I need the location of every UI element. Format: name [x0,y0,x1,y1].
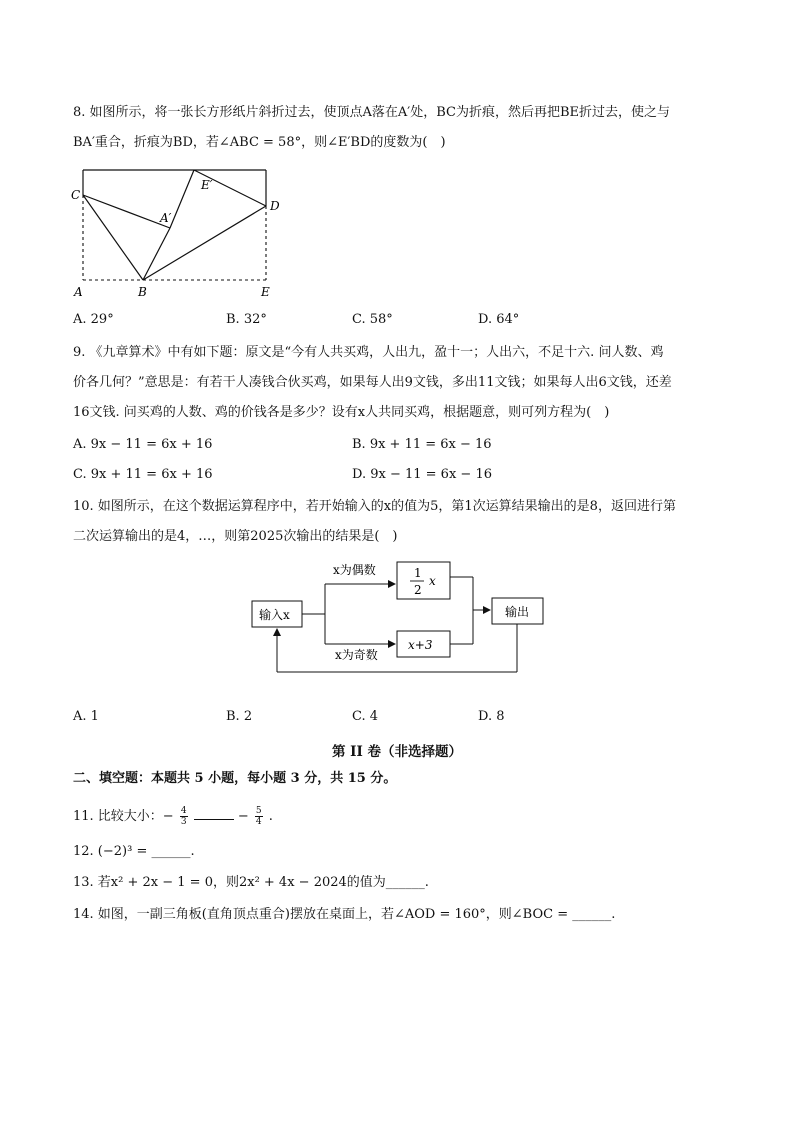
q12-line: 12. (−2)³ = ______. [73,844,195,859]
q11-prefix: 11. 比较大小：− [73,809,174,824]
q8-figure [60,160,300,305]
q11-frac2-den: 4 [255,817,262,827]
q9-line1: 9. 《九章算术》中有如下题：原文是“今有人共买鸡，人出九，盈十一；人出六，不足十六. 问人数、鸡 [73,345,664,360]
q14-line: 14. 如图，一副三角板(直角顶点重合)摆放在桌面上，若∠AOD = 160°，则∠BOC = ______. [73,907,616,922]
label-A-prime: A′ [160,211,172,225]
q11-frac1 [180,806,188,827]
q11-blank[interactable] [194,807,234,820]
flow-half-box [397,562,450,599]
flow-odd-label: x为奇数 [335,648,378,662]
q8-option-b[interactable]: B. 32° [226,312,267,327]
q9-line2: 价各几何？”意思是：有若干人凑钱合伙买鸡，如果每人出9文钱，多出11文钱；如果每人出6文钱，还差 [73,375,672,390]
flow-plus3-label: x+3 [408,638,433,652]
q8-line1: 8. 如图所示，将一张长方形纸片斜折过去，使顶点A落在A′处，BC为折痕，然后再把BE折过去，使之与 [73,105,671,120]
q8-option-a[interactable]: A. 29° [73,312,114,327]
section-instruction: 二、填空题：本题共 5 小题，每小题 3 分，共 15 分。 [73,771,397,786]
label-B: B [138,285,147,299]
q10-option-c[interactable]: C. 4 [352,709,379,724]
q8-option-d[interactable]: D. 64° [478,312,520,327]
q10-option-b[interactable]: B. 2 [226,709,253,724]
label-A: A [74,285,83,299]
q10-option-a[interactable]: A. 1 [73,709,99,724]
q11-frac1-den: 3 [180,817,187,827]
q8-line2: BA′重合，折痕为BD，若∠ABC = 58°，则∠E′BD的度数为( ) [73,135,446,150]
q9-option-b[interactable]: B. 9x + 11 = 6x − 16 [352,437,492,452]
label-E: E [261,285,270,299]
section-title: 第 II 卷（非选择题） [331,744,463,760]
q11-frac2 [255,806,263,827]
q8-option-c[interactable]: C. 58° [352,312,393,327]
flow-input-label: 输入x [259,608,290,622]
label-C: C [71,188,81,202]
q10-line1: 10. 如图所示，在这个数据运算程序中，若开始输入的x的值为5，第1次运算结果输出的是8，返回进行第 [73,499,676,514]
flow-half-num: 1 [414,566,422,580]
label-D: D [270,199,280,213]
q9-line3: 16文钱. 问买鸡的人数、鸡的价钱各是多少？设有x人共同买鸡，根据题意，则可列方程为( ) [73,405,610,420]
q10-flowchart [245,555,555,680]
flow-even-label: x为偶数 [333,563,376,577]
q13-line: 13. 若x² + 2x − 1 = 0，则2x² + 4x − 2024的值为______. [73,875,429,890]
flow-output-label: 输出 [505,605,530,619]
q10-line2: 二次运算输出的是4，…，则第2025次输出的结果是( ) [73,529,398,544]
q11-frac1-num: 4 [180,806,187,816]
q11-suffix: . [268,809,273,824]
q11-frac2-num: 5 [255,806,262,816]
label-E-prime: E′ [201,178,213,192]
q9-option-d[interactable]: D. 9x − 11 = 6x − 16 [352,467,492,482]
flow-half-var: x [429,574,436,588]
q9-option-a[interactable]: A. 9x − 11 = 6x + 16 [73,437,213,452]
q9-option-c[interactable]: C. 9x + 11 = 6x + 16 [73,467,213,482]
q10-option-d[interactable]: D. 8 [478,709,505,724]
q11-line [73,806,273,827]
flow-half-den: 2 [414,583,422,597]
q11-minus: − [237,809,249,824]
